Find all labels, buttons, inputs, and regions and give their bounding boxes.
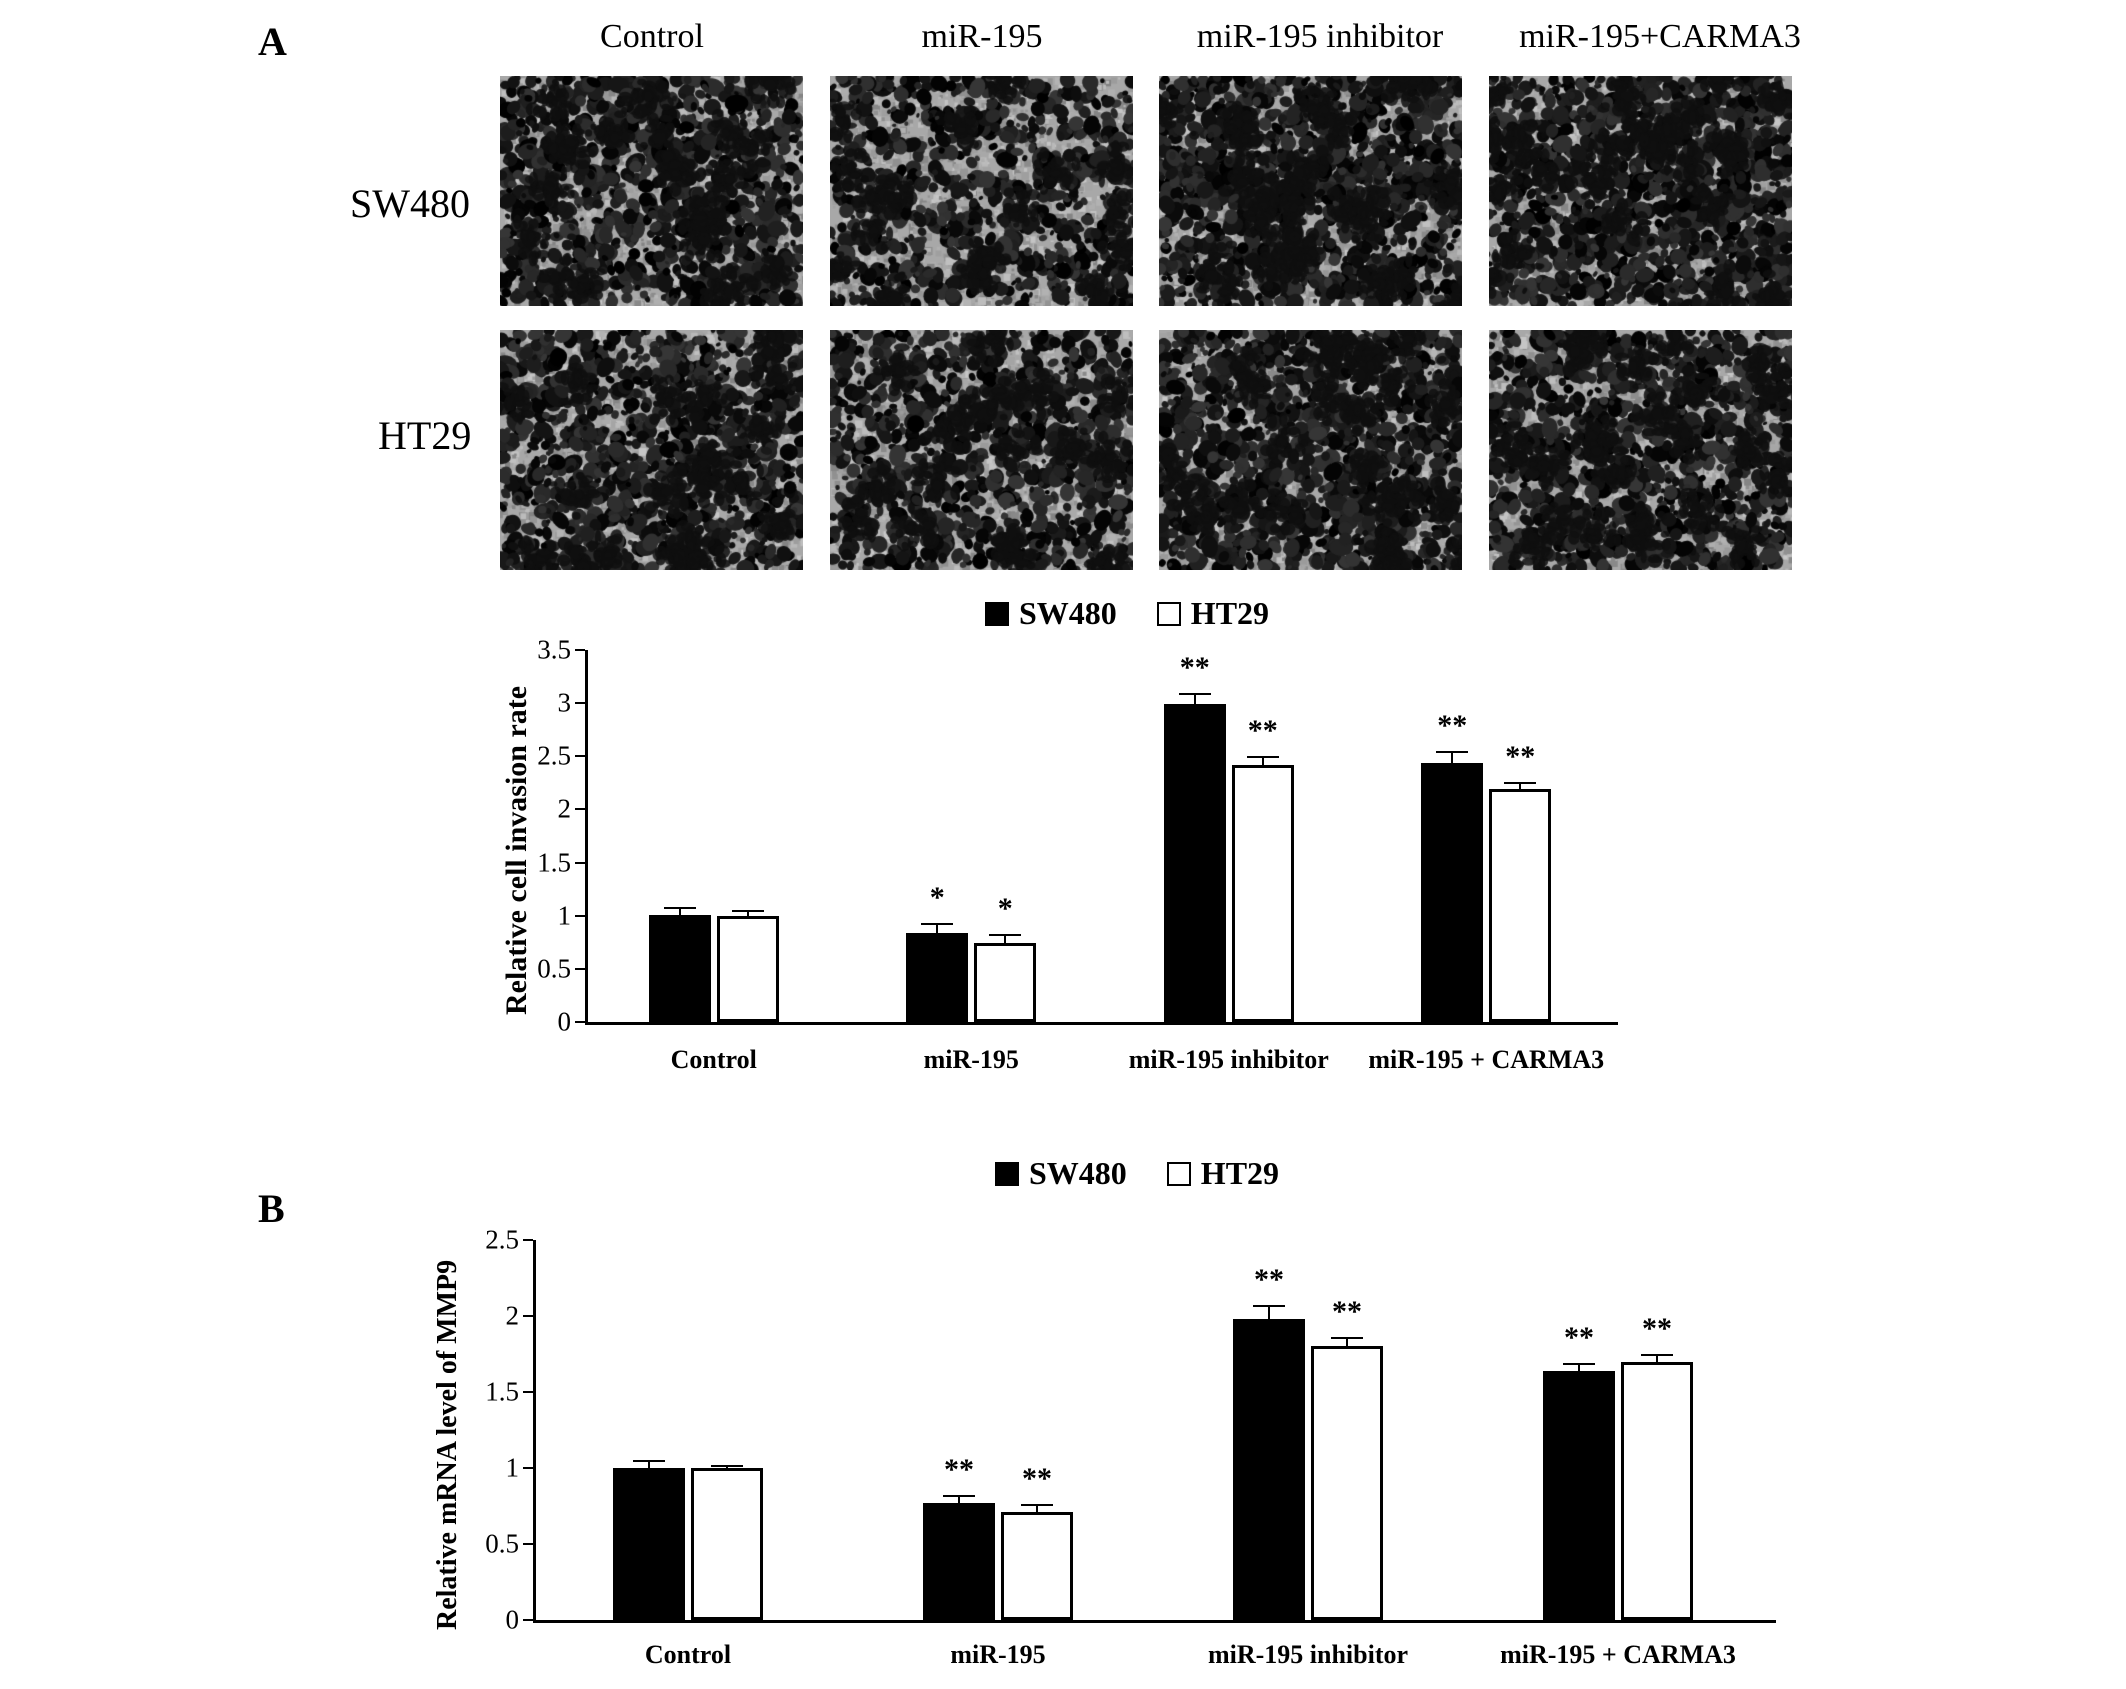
significance-marker: ** — [944, 1453, 974, 1487]
bar-sw480-mir-195-inhibitor — [1233, 1319, 1305, 1620]
legend-label-ht29: HT29 — [1190, 595, 1270, 631]
significance-marker: ** — [1254, 1263, 1284, 1297]
bar-ht29-mir-195 — [1001, 1512, 1073, 1620]
chart-a-y-axis-title: Relative cell invasion rate — [500, 685, 533, 1015]
x-axis-tick-label: miR-195 — [923, 1045, 1019, 1074]
y-axis-tick-mark — [523, 1467, 533, 1469]
y-axis-tick-mark — [523, 1391, 533, 1393]
bar-sw480-mir-195-carma3 — [1421, 763, 1483, 1022]
y-axis-tick-label: 0.5 — [485, 1528, 519, 1559]
significance-marker: * — [997, 891, 1013, 925]
y-axis-tick-mark — [523, 1315, 533, 1317]
error-bar — [1268, 1305, 1270, 1319]
y-axis-tick-mark — [575, 649, 585, 651]
x-axis-tick-label: miR-195 inhibitor — [1128, 1045, 1329, 1074]
legend-item-sw480 — [985, 595, 1117, 632]
micrograph-column-header-mir195-carma3: miR-195+CARMA3 — [1519, 18, 1801, 55]
error-bar-cap — [1563, 1363, 1595, 1365]
y-axis-tick-mark — [575, 1021, 585, 1023]
error-bar-cap — [1331, 1337, 1363, 1339]
x-axis-tick-label: Control — [644, 1640, 732, 1669]
bar-sw480-mir-195 — [906, 933, 968, 1022]
legend-swatch-sw480-icon — [985, 602, 1009, 626]
legend-item-ht29 — [1157, 595, 1269, 632]
micrograph-ht29-mir195 — [830, 330, 1133, 570]
error-bar-cap — [943, 1495, 975, 1497]
y-axis-tick-mark — [575, 915, 585, 917]
y-axis-tick-mark — [523, 1543, 533, 1545]
y-axis-tick-mark — [575, 702, 585, 704]
bar-ht29-mir-195 — [974, 943, 1036, 1022]
micrograph-row-label-sw480: SW480 — [350, 181, 470, 226]
error-bar-cap — [1641, 1354, 1673, 1356]
micrograph-grid — [0, 0, 2126, 600]
x-axis-tick-label: miR-195 + CARMA3 — [1500, 1640, 1736, 1669]
bar-ht29-control — [717, 916, 779, 1022]
bar-ht29-mir-195-carma3 — [1489, 789, 1551, 1022]
micrograph-sw480-mir195-inhibitor — [1159, 76, 1462, 306]
y-axis-tick-label: 1 — [505, 1452, 519, 1483]
bar-ht29-mir-195-inhibitor — [1311, 1346, 1383, 1620]
chart-b-legend — [995, 1155, 1279, 1192]
significance-marker: ** — [1505, 739, 1536, 773]
significance-marker: ** — [1247, 714, 1278, 748]
chart-b-y-axis-title: Relative mRNA level of MMP9 — [432, 1259, 463, 1631]
y-axis-tick-mark — [523, 1239, 533, 1241]
significance-marker: ** — [1437, 708, 1468, 742]
micrograph-ht29-control — [500, 330, 803, 570]
y-axis-tick-mark — [523, 1619, 533, 1621]
error-bar-cap — [633, 1460, 665, 1462]
error-bar-cap — [1436, 751, 1468, 753]
x-axis-tick-label: Control — [670, 1045, 757, 1074]
bar-ht29-mir-195-carma3 — [1621, 1362, 1693, 1620]
y-axis-tick-label: 2.5 — [485, 1224, 519, 1255]
x-axis-tick-label: miR-195 — [950, 1640, 1046, 1669]
micrograph-column-header-mir195: miR-195 — [921, 18, 1043, 55]
micrograph-column-header-control: Control — [600, 18, 704, 55]
bar-sw480-mir-195-inhibitor — [1164, 704, 1226, 1022]
error-bar-cap — [1247, 756, 1279, 758]
panel-a-letter: A — [258, 19, 287, 64]
error-bar-cap — [664, 907, 696, 909]
legend-label-sw480-b: SW480 — [1029, 1155, 1127, 1191]
y-axis-tick-mark — [575, 808, 585, 810]
y-axis-tick-label: 2 — [557, 793, 571, 824]
legend-swatch-sw480-icon — [995, 1162, 1019, 1186]
x-axis-tick-label: miR-195 inhibitor — [1207, 1640, 1409, 1669]
y-axis-tick-label: 1.5 — [537, 847, 571, 878]
legend-item-ht29-b — [1167, 1155, 1279, 1192]
micrograph-column-header-mir195-inhibitor: miR-195 inhibitor — [1196, 18, 1444, 55]
y-axis-tick-label: 0 — [557, 1006, 571, 1037]
error-bar-cap — [1021, 1504, 1053, 1506]
error-bar-cap — [989, 934, 1021, 936]
y-axis-tick-label: 0.5 — [537, 953, 571, 984]
significance-marker: * — [929, 881, 945, 915]
bar-ht29-control — [691, 1468, 763, 1620]
legend-item-sw480-b — [995, 1155, 1127, 1192]
error-bar-cap — [732, 910, 764, 912]
bar-sw480-mir-195 — [923, 1503, 995, 1620]
y-axis-tick-label: 1 — [557, 900, 571, 931]
error-bar-cap — [1179, 693, 1211, 695]
y-axis-tick-label: 2.5 — [537, 740, 571, 771]
significance-marker: ** — [1022, 1462, 1052, 1496]
micrograph-ht29-mir195-carma3 — [1489, 330, 1792, 570]
micrograph-sw480-mir195 — [830, 76, 1133, 306]
bar-ht29-mir-195-inhibitor — [1232, 765, 1294, 1022]
bar-sw480-control — [613, 1468, 685, 1620]
micrograph-row-label-ht29: HT29 — [378, 413, 472, 458]
y-axis-tick-label: 0 — [505, 1604, 519, 1635]
y-axis-tick-mark — [575, 968, 585, 970]
significance-marker: ** — [1642, 1312, 1672, 1345]
significance-marker: ** — [1564, 1321, 1594, 1355]
legend-swatch-ht29-icon — [1167, 1162, 1191, 1186]
y-axis-tick-label: 1.5 — [485, 1376, 519, 1407]
bar-sw480-mir-195-carma3 — [1543, 1371, 1615, 1620]
legend-label-sw480: SW480 — [1019, 595, 1117, 631]
y-axis-tick-label: 3.5 — [537, 634, 571, 665]
error-bar-cap — [921, 923, 953, 925]
significance-marker: ** — [1179, 650, 1210, 684]
error-bar-cap — [711, 1465, 743, 1467]
bar-sw480-control — [649, 915, 711, 1022]
micrograph-sw480-mir195-carma3 — [1489, 76, 1792, 306]
micrograph-ht29-mir195-inhibitor — [1159, 330, 1462, 570]
significance-marker: ** — [1332, 1295, 1362, 1329]
y-axis-tick-label: 3 — [557, 687, 571, 718]
panel-b-letter: B — [258, 1186, 285, 1231]
chart-a-legend — [985, 595, 1269, 632]
legend-swatch-ht29-icon — [1157, 602, 1181, 626]
y-axis-tick-label: 2 — [505, 1300, 519, 1331]
legend-label-ht29-b: HT29 — [1200, 1155, 1280, 1191]
error-bar-cap — [1253, 1305, 1285, 1307]
x-axis-tick-label: miR-195 + CARMA3 — [1368, 1045, 1605, 1074]
micrograph-sw480-control — [500, 76, 803, 306]
y-axis-tick-mark — [575, 755, 585, 757]
error-bar-cap — [1504, 782, 1536, 784]
y-axis-tick-mark — [575, 862, 585, 864]
